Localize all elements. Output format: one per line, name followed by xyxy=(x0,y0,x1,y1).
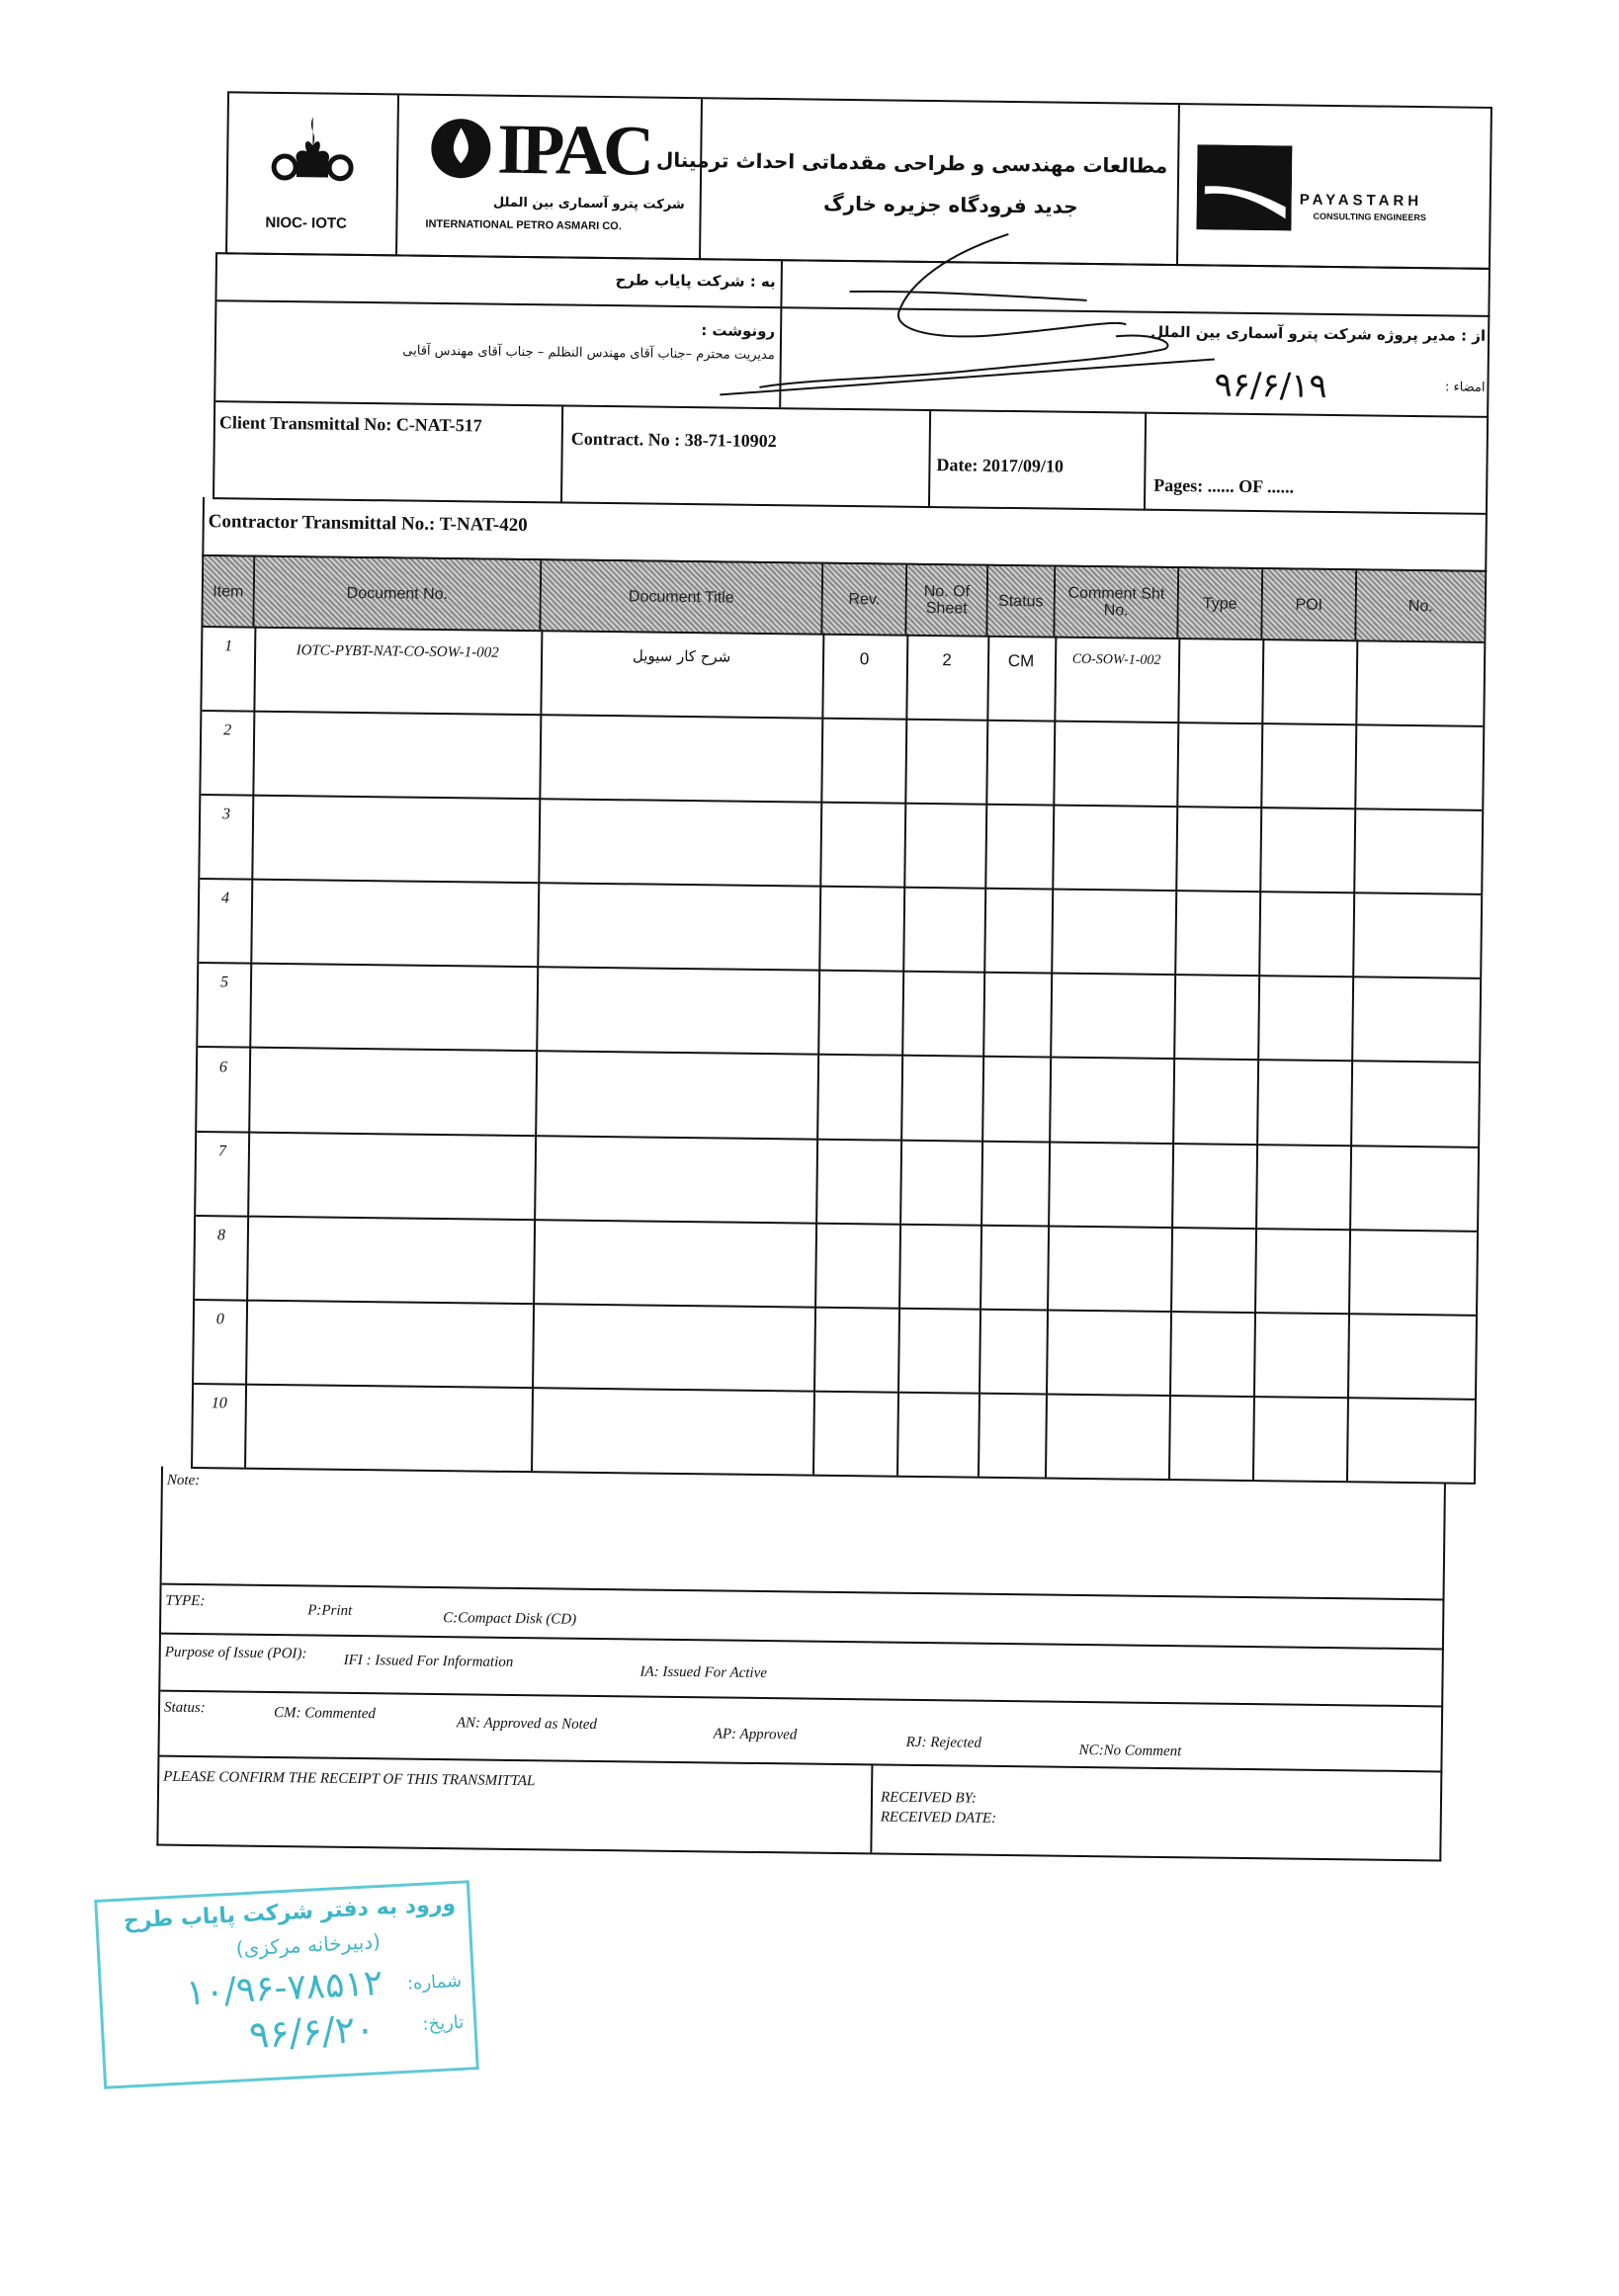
poi-ia: IA: Issued For Active xyxy=(639,1663,768,1682)
cell-item: 6 xyxy=(218,1058,228,1075)
project-title-line1: مطالعات مهندسی و طراحی مقدماتی احداث ترمینال xyxy=(655,147,1168,178)
type-print: P:Print xyxy=(307,1602,353,1619)
status-nc: NC:No Comment xyxy=(1078,1742,1182,1760)
col-item: Item xyxy=(203,556,255,627)
ipac-logo-text: IPAC xyxy=(496,109,651,191)
payastarh-mark-icon xyxy=(1196,144,1292,230)
confirm-receipt: PLEASE CONFIRM THE RECEIPT OF THIS TRANSMITTAL xyxy=(163,1768,536,1790)
stamp-date-label: تاریخ: xyxy=(421,2011,465,2035)
cell-item: 10 xyxy=(211,1395,227,1412)
payastarh-subtitle: CONSULTING ENGINEERS xyxy=(1313,211,1426,223)
table-body xyxy=(193,626,1484,1483)
incoming-stamp xyxy=(94,1880,479,2089)
cell-comment-sht: CO-SOW-1-002 xyxy=(1071,651,1161,668)
cell-rev: 0 xyxy=(859,649,870,669)
table-row xyxy=(196,1131,1478,1231)
poi-ifi: IFI : Issued For Information xyxy=(343,1652,514,1670)
col-status: Status xyxy=(987,566,1056,637)
nioc-logo-text: NIOC- IOTC xyxy=(265,213,348,232)
col-doc-title: Document Title xyxy=(541,560,823,633)
table-row xyxy=(202,626,1484,725)
from-sender: از : مدیر پروژه شرکت پترو آسماری بین الملل xyxy=(1150,322,1487,345)
contractor-transmittal-no: Contractor Transmittal No.: T-NAT-420 xyxy=(208,511,528,537)
cc-label: رونوشت : xyxy=(701,321,776,341)
ipac-name-fa: شرکت پترو آسماری بین الملل xyxy=(492,195,685,213)
table-row xyxy=(193,1383,1475,1483)
pages-count: Pages: ...... OF ...... xyxy=(1153,474,1295,497)
cell-doc-no: IOTC-PYBT-NAT-CO-SOW-1-002 xyxy=(296,642,499,661)
received-by: RECEIVED BY: xyxy=(880,1789,978,1807)
cell-item: 1 xyxy=(224,638,233,655)
col-comment-sht: Comment Sht No. xyxy=(1055,567,1179,638)
nioc-flame-logo-icon xyxy=(263,112,363,192)
status-rj: RJ: Rejected xyxy=(905,1734,981,1751)
cell-item: 8 xyxy=(216,1226,226,1244)
table-row xyxy=(194,1299,1476,1399)
stamp-title: ورود به دفتر شرکت پایاب طرح xyxy=(123,1891,457,1934)
nioc-logo xyxy=(227,93,397,256)
stamp-date: ۹۶/۶/۲۰ xyxy=(247,2006,377,2058)
ipac-name-en: INTERNATIONAL PETRO ASMARI CO. xyxy=(425,217,622,233)
transmittal-date: Date: 2017/09/10 xyxy=(936,455,1065,476)
signature-label: امضاء : xyxy=(1444,380,1486,395)
table-row xyxy=(201,710,1483,809)
handwritten-date: ۹۶/۶/۱۹ xyxy=(1214,365,1327,406)
stamp-number: ۱۰/۹۶-۷۸۵۱۲ xyxy=(185,1962,384,2014)
col-poi: POI xyxy=(1262,569,1357,639)
payastarh-name: PAYASTARH xyxy=(1299,191,1423,211)
type-label: TYPE: xyxy=(165,1592,206,1610)
table-row xyxy=(197,1047,1479,1147)
ipac-drop-icon xyxy=(426,114,496,184)
table-row xyxy=(198,962,1480,1062)
status-an: AN: Approved as Noted xyxy=(456,1715,598,1733)
cell-sheets: 2 xyxy=(942,650,952,670)
address-block xyxy=(213,252,1491,515)
status-ap: AP: Approved xyxy=(713,1726,798,1743)
col-type: Type xyxy=(1178,568,1263,638)
document-table xyxy=(191,554,1487,1485)
table-row xyxy=(200,794,1482,893)
cell-item: 2 xyxy=(223,722,232,739)
col-no: No. xyxy=(1356,570,1485,641)
cc-recipients: مدیریت محترم –جناب آقای مهندس النظلم – جناب آقای مهندس آقایی xyxy=(402,343,775,364)
col-rev: Rev. xyxy=(822,564,907,635)
contract-no: Contract. No : 38-71-10902 xyxy=(570,428,777,452)
poi-label: Purpose of Issue (POI): xyxy=(164,1644,307,1662)
legend-block xyxy=(156,1467,1446,1862)
cell-item: 7 xyxy=(217,1142,227,1159)
status-cm: CM: Commented xyxy=(273,1705,377,1723)
received-date: RECEIVED DATE: xyxy=(880,1809,997,1827)
stamp-number-label: شماره: xyxy=(406,1970,463,1995)
table-row xyxy=(195,1215,1477,1315)
to-recipient: به : شرکت پایاب طرح xyxy=(615,271,776,292)
project-title-line2: جدید فرودگاه جزیره خارگ xyxy=(822,191,1078,218)
stamp-subtitle: (دبیرخانه مرکزی) xyxy=(235,1928,382,1961)
cell-item: 3 xyxy=(222,806,231,823)
cell-item: 0 xyxy=(215,1311,224,1328)
cell-item: 5 xyxy=(219,974,229,991)
cell-item: 4 xyxy=(220,890,230,907)
ipac-logo xyxy=(397,95,701,260)
status-label: Status: xyxy=(163,1699,206,1717)
client-transmittal-no: Client Transmittal No: C-NAT-517 xyxy=(218,412,482,436)
col-doc-no: Document No. xyxy=(254,557,542,631)
col-sheets: No. Of Sheet xyxy=(906,565,988,636)
table-row xyxy=(199,878,1481,978)
handwritten-signature xyxy=(700,220,1255,415)
note-label: Note: xyxy=(166,1472,201,1489)
cell-status: CM xyxy=(1007,650,1035,671)
type-cd: C:Compact Disk (CD) xyxy=(443,1610,577,1628)
cell-doc-title: شرح کار سیویل xyxy=(632,646,731,666)
transmittal-form xyxy=(163,91,1492,1827)
